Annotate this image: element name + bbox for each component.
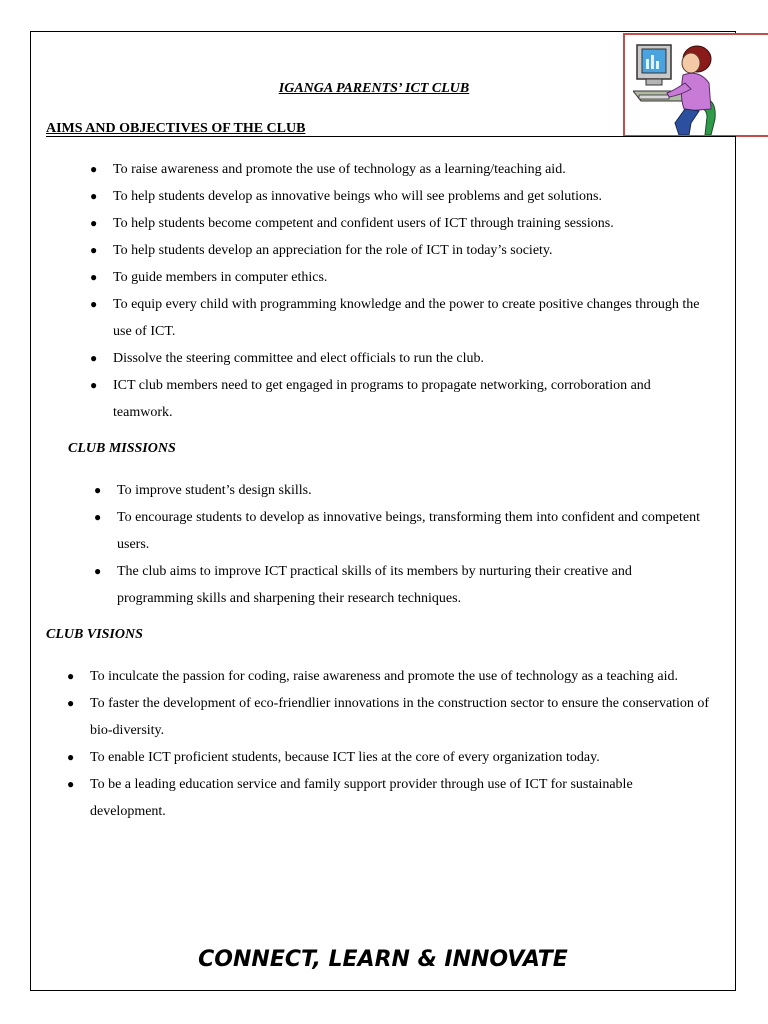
bullet-icon: ●	[67, 777, 75, 791]
list-item	[94, 477, 707, 504]
list-item-text: To faster the development of eco-friendlier innovations in the construction sector to ensure the conservation of bio-diversity.	[90, 696, 710, 738]
list-item-text: To improve student’s design skills.	[117, 483, 312, 498]
bullet-icon: ●	[94, 564, 102, 578]
list-item-text: To equip every child with programming knowledge and the power to create positive changes through the use of ICT.	[113, 297, 700, 339]
aims-list	[90, 156, 713, 426]
aims-heading: AIMS AND OBJECTIVES OF THE CLUB	[46, 121, 306, 136]
list-item	[90, 183, 713, 210]
list-item	[67, 663, 710, 690]
footer-slogan: CONNECT, LEARN & INNOVATE	[198, 947, 568, 972]
list-item-text: To encourage students to develop as innovative beings, transforming them into confident and competent users.	[117, 510, 700, 552]
list-item	[90, 291, 713, 345]
bullet-icon: ●	[90, 162, 98, 176]
list-item-text: To be a leading education service and family support provider through use of ICT for sustainable development.	[90, 777, 633, 819]
list-item-text: To help students develop an appreciation for the role of ICT in today’s society.	[113, 243, 553, 258]
bullet-icon: ●	[90, 270, 98, 284]
list-item	[94, 558, 707, 612]
list-item	[90, 237, 713, 264]
person-at-computer-icon	[633, 39, 723, 135]
list-item-text: To enable ICT proficient students, because ICT lies at the core of every organization today.	[90, 750, 600, 765]
list-item-text: To help students become competent and confident users of ICT through training sessions.	[113, 216, 614, 231]
list-item	[67, 744, 710, 771]
list-item-text: To guide members in computer ethics.	[113, 270, 328, 285]
heading-underline-rule	[46, 136, 736, 137]
bullet-icon: ●	[90, 297, 98, 311]
list-item-text: To raise awareness and promote the use of technology as a learning/teaching aid.	[113, 162, 566, 177]
bullet-icon: ●	[90, 189, 98, 203]
list-item-text: The club aims to improve ICT practical skills of its members by nurturing their creative and programming skills and sharpening their research techniques.	[117, 564, 632, 606]
list-item	[90, 156, 713, 183]
document-title: IGANGA PARENTS’ ICT CLUB	[278, 81, 470, 96]
visions-heading: CLUB VISIONS	[46, 627, 143, 642]
list-item-text: ICT club members need to get engaged in programs to propagate networking, corroboration and teamwork.	[113, 378, 651, 420]
bullet-icon: ●	[90, 216, 98, 230]
list-item	[90, 264, 713, 291]
missions-list	[94, 477, 707, 612]
list-item	[94, 504, 707, 558]
bullet-icon: ●	[90, 243, 98, 257]
bullet-icon: ●	[67, 750, 75, 764]
bullet-icon: ●	[90, 378, 98, 392]
bullet-icon: ●	[67, 696, 75, 710]
bullet-icon: ●	[94, 483, 102, 497]
list-item-text: Dissolve the steering committee and elect officials to run the club.	[113, 351, 485, 366]
list-item	[90, 372, 713, 426]
list-item	[67, 771, 710, 825]
missions-heading: CLUB MISSIONS	[68, 441, 176, 456]
clipart-frame	[623, 33, 768, 137]
bullet-icon: ●	[90, 351, 98, 365]
visions-list	[67, 663, 710, 825]
list-item	[67, 690, 710, 744]
list-item-text: To help students develop as innovative beings who will see problems and get solutions.	[113, 189, 602, 204]
list-item	[90, 345, 713, 372]
bullet-icon: ●	[94, 510, 102, 524]
list-item-text: To inculcate the passion for coding, raise awareness and promote the use of technology as a teaching aid.	[90, 669, 678, 684]
list-item	[90, 210, 713, 237]
bullet-icon: ●	[67, 669, 75, 683]
